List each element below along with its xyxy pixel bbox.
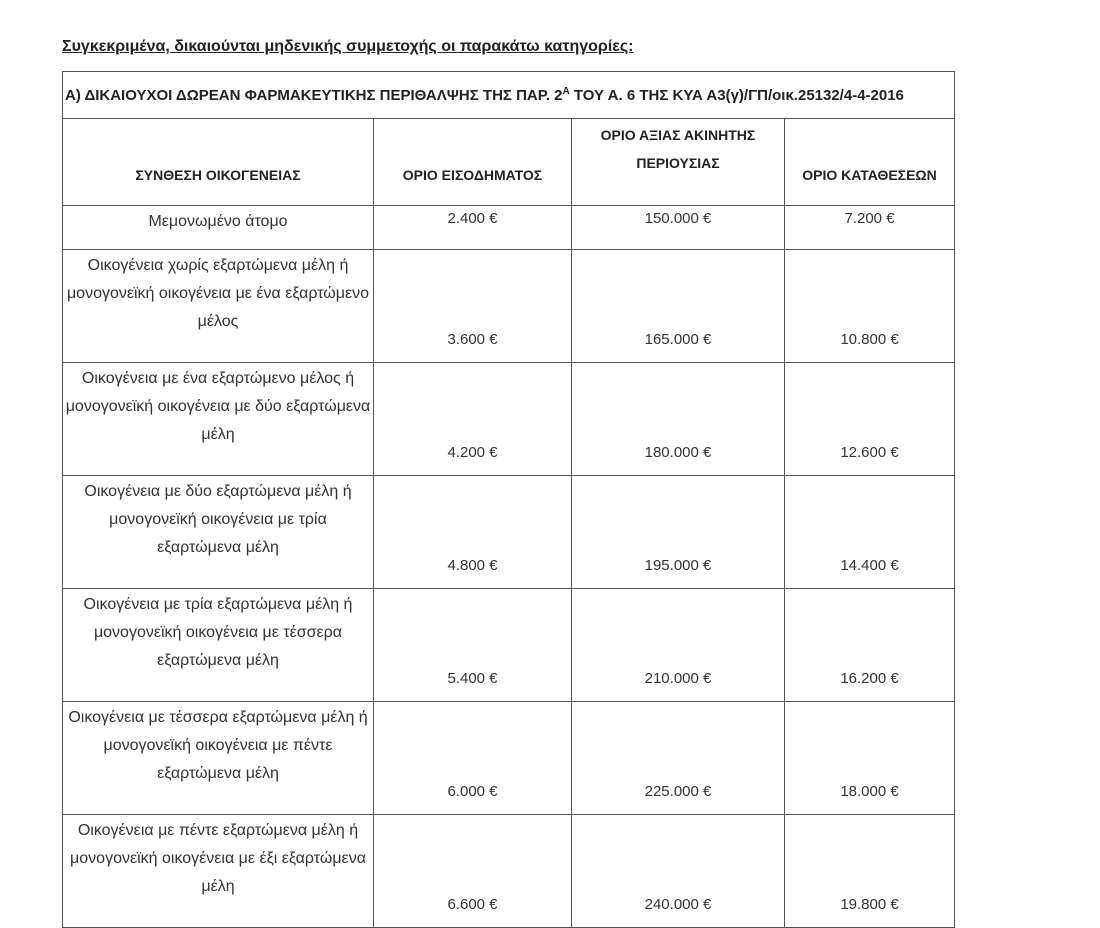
column-header-family: ΣΥΝΘΕΣΗ ΟΙΚΟΓΕΝΕΙΑΣ [63, 119, 374, 206]
income-limit-cell: 3.600 € [374, 250, 572, 363]
family-composition-cell: Οικογένεια με δύο εξαρτώμενα μέλη ή μονογονεϊκή οικογένεια με τρία εξαρτώμενα μέλη [63, 476, 374, 589]
deposits-limit-cell: 16.200 € [785, 589, 955, 702]
deposits-limit-cell: 7.200 € [785, 206, 955, 250]
table-title [63, 72, 955, 119]
income-limit-cell: 5.400 € [374, 589, 572, 702]
table-title-main: Α) ΔΙΚΑΙΟΥΧΟΙ ΔΩΡΕΑΝ ΦΑΡΜΑΚΕΥΤΙΚΗΣ ΠΕΡΙΘΑΛΨΗΣ ΤΗΣ ΠΑΡ. 2 [65, 87, 563, 104]
table-row [63, 589, 955, 702]
intro-heading: Συγκεκριμένα, δικαιούνται μηδενικής συμμετοχής οι παρακάτω κατηγορίες: [62, 38, 634, 55]
income-limit-cell: 4.800 € [374, 476, 572, 589]
property-limit-cell: 240.000 € [572, 815, 785, 928]
table-row [63, 206, 955, 250]
table-row [63, 250, 955, 363]
family-composition-cell: Οικογένεια με ένα εξαρτώμενο μέλος ή μονογονεϊκή οικογένεια με δύο εξαρτώμενα μέλη [63, 363, 374, 476]
deposits-limit-cell: 14.400 € [785, 476, 955, 589]
property-limit-cell: 165.000 € [572, 250, 785, 363]
table-row [63, 702, 955, 815]
deposits-limit-cell: 18.000 € [785, 702, 955, 815]
family-composition-cell: Οικογένεια με τρία εξαρτώμενα μέλη ή μονογονεϊκή οικογένεια με τέσσερα εξαρτώμενα μέλη [63, 589, 374, 702]
column-header-property: ΟΡΙΟ ΑΞΙΑΣ ΑΚΙΝΗΤΗΣ ΠΕΡΙΟΥΣΙΑΣ [572, 119, 785, 206]
family-composition-cell: Οικογένεια με πέντε εξαρτώμενα μέλη ή μονογονεϊκή οικογένεια με έξι εξαρτώμενα μέλη [63, 815, 374, 928]
benefits-table [62, 71, 955, 928]
table-row [63, 363, 955, 476]
column-header-deposits: ΟΡΙΟ ΚΑΤΑΘΕΣΕΩΝ [785, 119, 955, 206]
income-limit-cell: 4.200 € [374, 363, 572, 476]
family-composition-cell: Μεμονωμένο άτομο [63, 206, 374, 250]
income-limit-cell: 6.000 € [374, 702, 572, 815]
deposits-limit-cell: 10.800 € [785, 250, 955, 363]
deposits-limit-cell: 12.600 € [785, 363, 955, 476]
property-limit-cell: 210.000 € [572, 589, 785, 702]
property-limit-cell: 150.000 € [572, 206, 785, 250]
property-limit-cell: 225.000 € [572, 702, 785, 815]
column-header-income: ΟΡΙΟ ΕΙΣΟΔΗΜΑΤΟΣ [374, 119, 572, 206]
table-row [63, 476, 955, 589]
table-title-superscript: Α [562, 86, 570, 97]
family-composition-cell: Οικογένεια με τέσσερα εξαρτώμενα μέλη ή μονογονεϊκή οικογένεια με πέντε εξαρτώμενα μέλη [63, 702, 374, 815]
income-limit-cell: 2.400 € [374, 206, 572, 250]
table-title-rest: ΤΟΥ Α. 6 ΤΗΣ ΚΥΑ Α3(γ)/ΓΠ/οικ.25132/4-4-2016 [569, 87, 904, 104]
family-composition-cell: Οικογένεια χωρίς εξαρτώμενα μέλη ή μονογονεϊκή οικογένεια με ένα εξαρτώμενο μέλος [63, 250, 374, 363]
deposits-limit-cell: 19.800 € [785, 815, 955, 928]
income-limit-cell: 6.600 € [374, 815, 572, 928]
table-row [63, 815, 955, 928]
property-limit-cell: 180.000 € [572, 363, 785, 476]
property-limit-cell: 195.000 € [572, 476, 785, 589]
